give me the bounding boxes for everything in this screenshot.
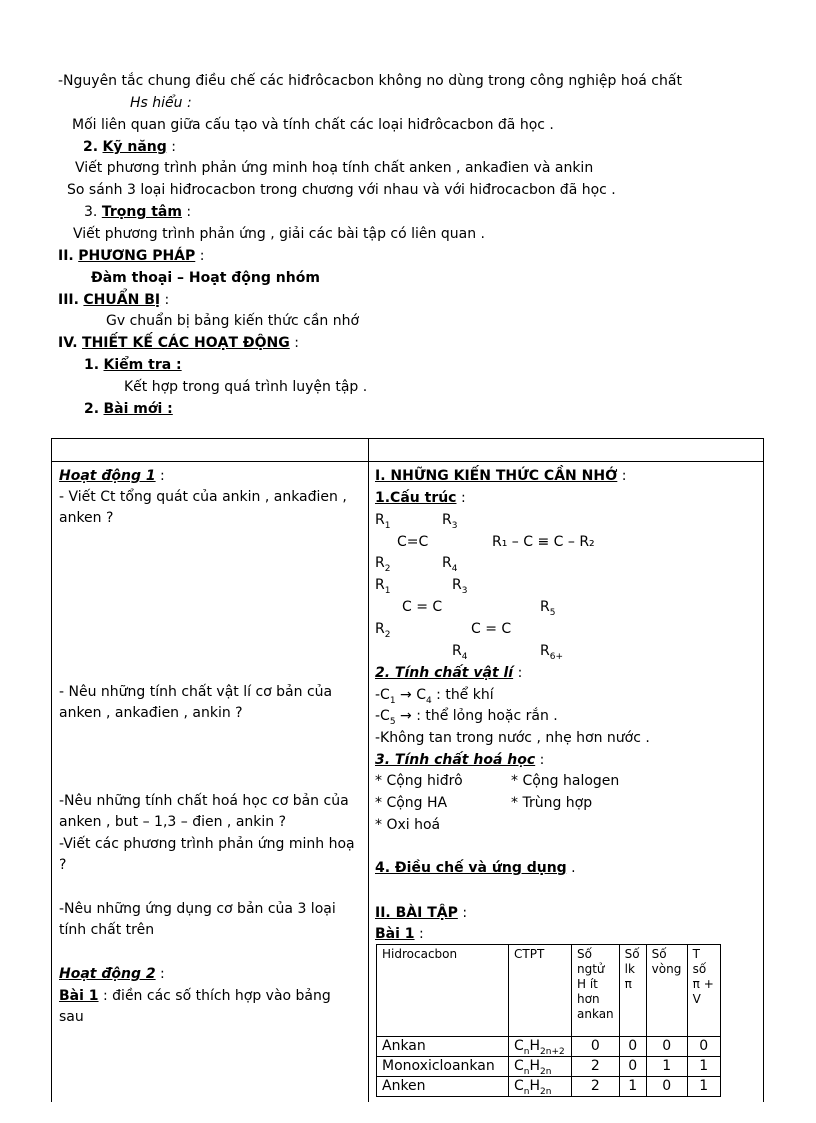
section-design-heading (58, 334, 299, 352)
row-lk: 0 (619, 1037, 646, 1057)
question-formula: - Viết Ct tổng quát của ankin , ankađien , anken ? (59, 489, 347, 526)
check-body: Kết hợp trong quá trình luyện tập . (124, 379, 368, 395)
table-row (377, 1037, 721, 1057)
header-ctpt: CTPT (509, 945, 572, 1037)
section-title: THIẾT KẾ CÁC HOẠT ĐỘNG (82, 335, 290, 351)
focus-line: Viết phương trình phản ứng , giải các bài tập có liên quan . (73, 226, 485, 242)
focus-title: Trọng tâm (101, 204, 182, 220)
row-t: 1 (687, 1057, 720, 1077)
formula-double-bond: C=C (397, 534, 429, 550)
chem-item: * Oxi hoá (375, 817, 441, 833)
skills-number: 2. (83, 139, 99, 155)
chemical-colon: : (539, 752, 545, 768)
question-equations: -Viết các phương trình phản ứng minh hoạ ? (59, 836, 355, 873)
lesson-table-header-row (52, 439, 763, 462)
row-h: 0 (572, 1037, 620, 1057)
table-row (377, 1057, 721, 1077)
knowledge-colon: : (621, 468, 627, 484)
new-lesson-number: 2. (84, 401, 100, 417)
formula-diene-r5: $R_5$ (540, 599, 556, 618)
chem-item: * Cộng HA (375, 795, 448, 811)
row-name: Monoxicloankan (377, 1057, 509, 1077)
section-title: PHƯƠNG PHÁP (78, 248, 196, 264)
check-number: 1. (84, 357, 100, 373)
intro-line: Mối liên quan giữa cấu tạo và tính chất các loại hiđrôcacbon đã học . (72, 117, 554, 133)
question-applications: -Nêu những ứng dụng cơ bản của 3 loại tính chất trên (59, 901, 336, 938)
row-h: 2 (572, 1077, 620, 1097)
formula-diene-bond-1: C = C (402, 599, 443, 615)
formula-diene-r2: $R_2$ (375, 621, 391, 640)
header-h-fewer: Số ngtử H ít hơn ankan (572, 945, 620, 1037)
activity-2-heading (59, 965, 165, 983)
section-method-heading (58, 247, 204, 265)
prep-body: Gv chuẩn bị bảng kiến thức cần nhớ (106, 313, 360, 329)
chemical-title: 3. Tính chất hoá học (375, 752, 536, 768)
formula-diene-r1: $R_1$ (375, 577, 391, 596)
skills-colon: : (171, 139, 176, 155)
formula-r2: $R_2$ (375, 555, 391, 574)
row-h: 2 (572, 1057, 620, 1077)
formula-diene-r4: $R_4$ (452, 643, 468, 662)
activity-1-heading (59, 467, 165, 485)
section-colon: : (294, 335, 299, 351)
new-lesson-heading (84, 400, 173, 418)
question-chemical: -Nêu những tính chất hoá học cơ bản của anken , but – 1,3 – đien , ankin ? (59, 793, 349, 830)
question-physical: - Nêu những tính chất vật lí cơ bản của anken , ankađien , ankin ? (59, 684, 333, 721)
row-formula: $C_nH_{2n}$ (509, 1057, 572, 1077)
exercise-1-label: Bài 1 (375, 926, 415, 942)
formula-r1: $R_1$ (375, 512, 391, 531)
chem-item: * Trùng hợp (511, 795, 593, 811)
formula-diene-r6: $R_{6+}$ (540, 643, 564, 662)
preparation-dot: . (571, 860, 576, 876)
activity-1-colon: : (160, 468, 165, 484)
preparation-heading (375, 858, 576, 879)
activity-1-title: Hoạt động 1 (59, 468, 156, 484)
new-lesson-title: Bài mới : (103, 401, 173, 417)
row-name: Ankan (377, 1037, 509, 1057)
physical-colon: : (517, 665, 523, 681)
physical-gas: $-C_1 \to C_4$ : thể khí (375, 687, 494, 706)
intro-line: -Nguyên tắc chung điều chế các hiđrôcacbon không no dùng trong công nghiệp hoá chất (58, 73, 682, 89)
exercise-1-text: : điền các số thích hợp vào bảng sau (59, 988, 331, 1025)
header-rings: Số vòng (646, 945, 687, 1037)
check-title: Kiểm tra : (103, 357, 182, 373)
focus-colon: : (186, 204, 192, 220)
section-number: III. (58, 292, 79, 308)
section-number: II. (58, 248, 74, 264)
physical-heading (375, 663, 522, 684)
row-name: Anken (377, 1077, 509, 1097)
structure-colon: : (460, 490, 466, 506)
section-colon: : (199, 248, 205, 264)
method-body: Đàm thoại – Hoạt động nhóm (91, 270, 320, 286)
row-t: 0 (687, 1037, 720, 1057)
formula-alkyne: R₁ – C ≡ C – R₂ (492, 534, 595, 550)
table-header-row (377, 945, 721, 1037)
structure-title: 1.Cấu trúc (375, 490, 457, 506)
exercise-1-colon: : (419, 926, 424, 942)
exercises-colon: : (462, 905, 468, 921)
skills-line: So sánh 3 loại hiđrocacbon trong chương với nhau và với hiđrocacbon đã học . (67, 182, 616, 198)
hs-hieu-label: Hs hiểu : (130, 95, 192, 111)
row-lk: 0 (619, 1057, 646, 1077)
knowledge-heading (375, 466, 626, 487)
activity-2-title: Hoạt động 2 (59, 966, 156, 982)
row-v: 1 (646, 1057, 687, 1077)
exercises-title: II. BÀI TẬP (375, 905, 458, 921)
section-prep-heading (58, 291, 169, 309)
row-t: 1 (687, 1077, 720, 1097)
row-v: 0 (646, 1077, 687, 1097)
table-row (377, 1077, 721, 1097)
skills-title: Kỹ năng (102, 139, 167, 155)
chem-item: * Cộng hiđrô (375, 773, 463, 789)
exercise-1-heading (375, 924, 424, 945)
physical-title: 2. Tính chất vật lí (375, 665, 514, 681)
focus-heading (84, 203, 191, 221)
header-pi-bonds: Số lk π (619, 945, 646, 1037)
structure-heading (375, 488, 466, 509)
activity-2-colon: : (160, 966, 165, 982)
formula-r4: $R_4$ (442, 555, 458, 574)
header-total: T số π + V (687, 945, 720, 1037)
formula-diene-r3: $R_3$ (452, 577, 468, 596)
section-colon: : (164, 292, 170, 308)
chem-item: * Cộng halogen (511, 773, 620, 789)
skills-heading (83, 138, 176, 156)
skills-line: Viết phương trình phản ứng minh hoạ tính chất anken , ankađien và ankin (75, 160, 594, 176)
row-lk: 1 (619, 1077, 646, 1097)
physical-insoluble: -Không tan trong nước , nhẹ hơn nước . (375, 730, 650, 746)
knowledge-title: I. NHỮNG KIẾN THỨC CẦN NHỚ (375, 468, 618, 484)
row-formula: $C_nH_{2n+2}$ (509, 1037, 572, 1057)
formula-r3: $R_3$ (442, 512, 458, 531)
column-divider (368, 439, 369, 1102)
row-v: 0 (646, 1037, 687, 1057)
focus-number: 3. (84, 204, 98, 220)
preparation-title: 4. Điều chế và ứng dụng (375, 860, 567, 876)
section-title: CHUẨN BỊ (83, 292, 161, 308)
exercise-1-instruction (59, 986, 359, 1028)
exercises-heading (375, 903, 467, 924)
chemical-heading (375, 750, 544, 771)
hydrocarbon-table (376, 944, 721, 1097)
formula-diene-bond-2: C = C (471, 621, 512, 637)
header-hidrocacbon: Hidrocacbon (377, 945, 509, 1037)
section-number: IV. (58, 335, 78, 351)
row-formula: $C_nH_{2n}$ (509, 1077, 572, 1097)
physical-liquid: $-C_5$ → : thể lỏng hoặc rắn . (375, 708, 558, 727)
check-heading (84, 356, 182, 374)
exercise-1-label: Bài 1 (59, 988, 99, 1004)
